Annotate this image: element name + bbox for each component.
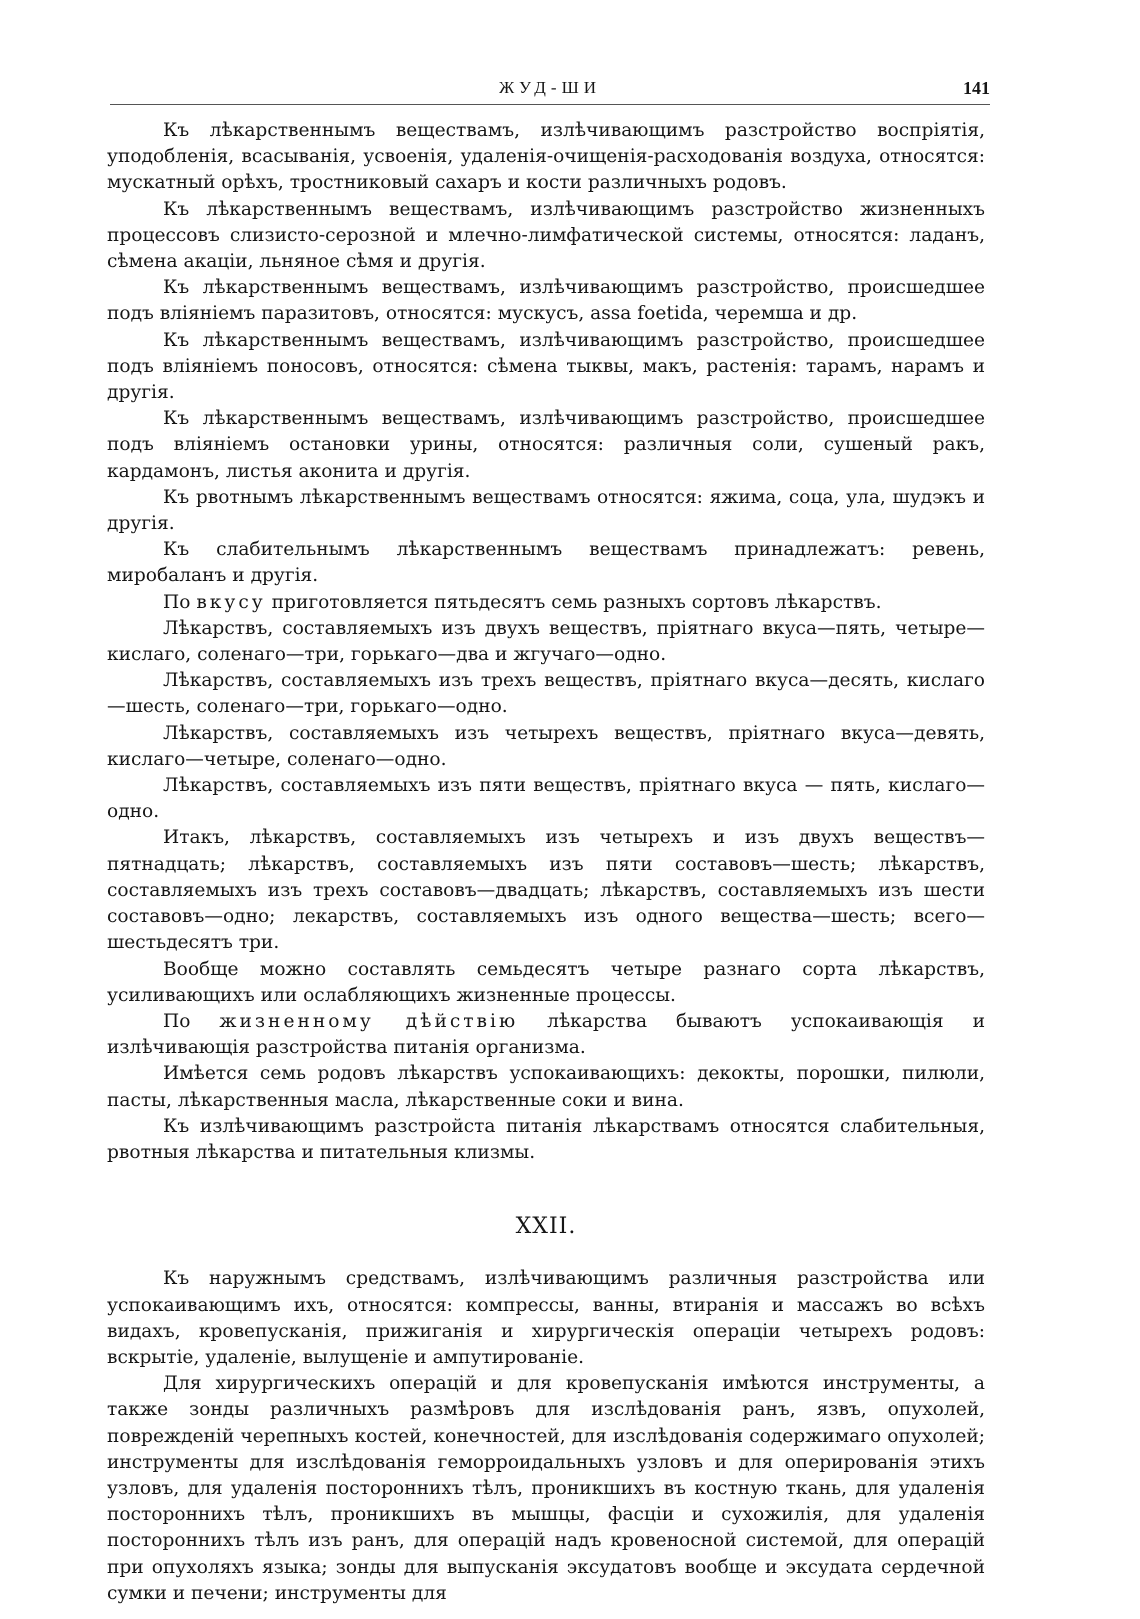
- paragraph: Къ лѣкарственнымъ веществамъ, излѣчивающимъ разстройство, происшедшее подъ вліяніемъ паразитовъ, относятся: мускусъ, assa foetida, черемша и др.: [107, 277, 985, 325]
- page-header: [110, 78, 990, 102]
- paragraph: Къ лѣкарственнымъ веществамъ, излѣчивающимъ разстройство, происшедшее подъ вліяніемъ остановки урины, относятся: различныя соли, сушеный ракъ, кардамонъ, листья аконита и другія.: [107, 408, 985, 482]
- action-rest: лѣкарства бываютъ успокаивающія и излѣчивающія разстройства питанія организма.: [107, 1010, 985, 1059]
- page-number: 141: [963, 78, 990, 98]
- paragraph: Къ слабительнымъ лѣкарственнымъ веществамъ принадлежатъ: ревень, миробаланъ и другія.: [107, 539, 985, 587]
- paragraph: Лѣкарствъ, составляемыхъ изъ двухъ веществъ, пріятнаго вкуса—пять, четыре—кислаго, соленаго—три, горькаго—два и жгучаго—одно.: [107, 617, 985, 666]
- running-head: ЖУД-ШИ: [499, 78, 601, 97]
- paragraph: Къ наружнымъ средствамъ, излѣчивающимъ различныя разстройства или успокаивающимъ ихъ, относятся: компрессы, ванны, втиранія и массажъ во всѣхъ видахъ, кровепусканія, прижиганія и хирургическія операціи четырехъ родовъ: вскрытіе, удаленіе, вылущеніе и ампутированіе.: [107, 1268, 985, 1368]
- paragraph: Вообще можно составлять семьдесятъ четыре разнаго сорта лѣкарствъ, усиливающихъ или ослабляющихъ жизненные процессы.: [107, 958, 985, 1006]
- paragraph: Лѣкарствъ, составляемыхъ изъ трехъ веществъ, пріятнаго вкуса—десять, кислаго—шесть, соленаго—три, горькаго—одно.: [107, 670, 985, 718]
- paragraph: Къ лѣкарственнымъ веществамъ, излѣчивающимъ разстройство, происшедшее подъ вліяніемъ поносовъ, относятся: сѣмена тыквы, макъ, растенія: тарамъ, нарамъ и другія.: [107, 329, 985, 404]
- page-body: [107, 118, 985, 1607]
- action-emphasis: жизненному дѣйствію: [219, 1010, 519, 1032]
- paragraph: Имѣется семь родовъ лѣкарствъ успокаивающихъ: декокты, порошки, пилюли, пасты, лѣкарственныя масла, лѣкарственные соки и вина.: [107, 1063, 985, 1111]
- taste-rest: приготовляется пятьдесятъ семь разныхъ сортовъ лѣкарствъ.: [271, 591, 882, 613]
- action-lead: По: [163, 1010, 191, 1032]
- paragraph: Къ рвотнымъ лѣкарственнымъ веществамъ относятся: яжима, соца, ула, шудэкъ и другія.: [107, 486, 985, 535]
- taste-emphasis: вкусу: [196, 591, 266, 613]
- paragraph: Лѣкарствъ, составляемыхъ изъ пяти веществъ, пріятнаго вкуса — пять, кислаго—одно.: [107, 775, 985, 823]
- header-rule: [110, 104, 990, 105]
- paragraph: Къ излѣчивающимъ разстройста питанія лѣкарствамъ относятся слабительныя, рвотныя лѣкарства и питательныя клизмы.: [107, 1115, 985, 1163]
- paragraph: Лѣкарствъ, составляемыхъ изъ четырехъ веществъ, пріятнаго вкуса—девять, кислаго—четыре, соленаго—одно.: [107, 722, 985, 770]
- paragraph: Итакъ, лѣкарствъ, составляемыхъ изъ четырехъ и изъ двухъ веществъ—пятнадцать; лѣкарствъ, составляемыхъ изъ пяти составовъ—шесть; лѣкарствъ, составляемыхъ изъ трехъ составовъ—двадцать; лѣкарствъ, составляемыхъ изъ шести составовъ—одно; лекарствъ, составляемыхъ изъ одного вещества—шесть; всего—шестьдесятъ три.: [107, 827, 985, 954]
- paragraph: Къ лѣкарственнымъ веществамъ, излѣчивающимъ разстройство воспріятія, уподобленія, всасыванія, усвоенія, удаленія-очищенія-расходованія воздуха, относятся: мускатный орѣхъ, тростниковый сахаръ и кости различныхъ родовъ.: [107, 120, 985, 194]
- paragraph: Къ лѣкарственнымъ веществамъ, излѣчивающимъ разстройство жизненныхъ процессовъ слизисто-серозной и млечно-лимфатической системы, относятся: ладанъ, сѣмена акаціи, льняное сѣмя и другія.: [107, 198, 985, 273]
- taste-lead: По: [163, 591, 191, 613]
- paragraph: Для хирургическихъ операцій и для кровепусканія имѣются инструменты, а также зонды различныхъ размѣровъ для изслѣдованія ранъ, язвъ, опухолей, поврежденій черепныхъ костей, конечностей, для изслѣдованія содержимаго опухолей; инструменты для изслѣдованія геморроидальныхъ узловъ и для оперированія этихъ узловъ, для удаленія постороннихъ тѣлъ, проникшихъ въ костную ткань, для удаленія постороннихъ тѣлъ, проникшихъ въ мышцы, фасціи и сухожилія, для удаленія постороннихъ тѣлъ изъ ранъ, для операцій надъ кровеносной системой, для операцій при опухоляхъ языка; зонды для выпусканія эксудатовъ вообще и эксудата сердечной сумки и печени; инструменты для: [107, 1373, 985, 1604]
- paragraph-taste: [107, 590, 985, 616]
- section-title: XXII.: [515, 1214, 577, 1240]
- paragraph-action: [107, 1009, 985, 1061]
